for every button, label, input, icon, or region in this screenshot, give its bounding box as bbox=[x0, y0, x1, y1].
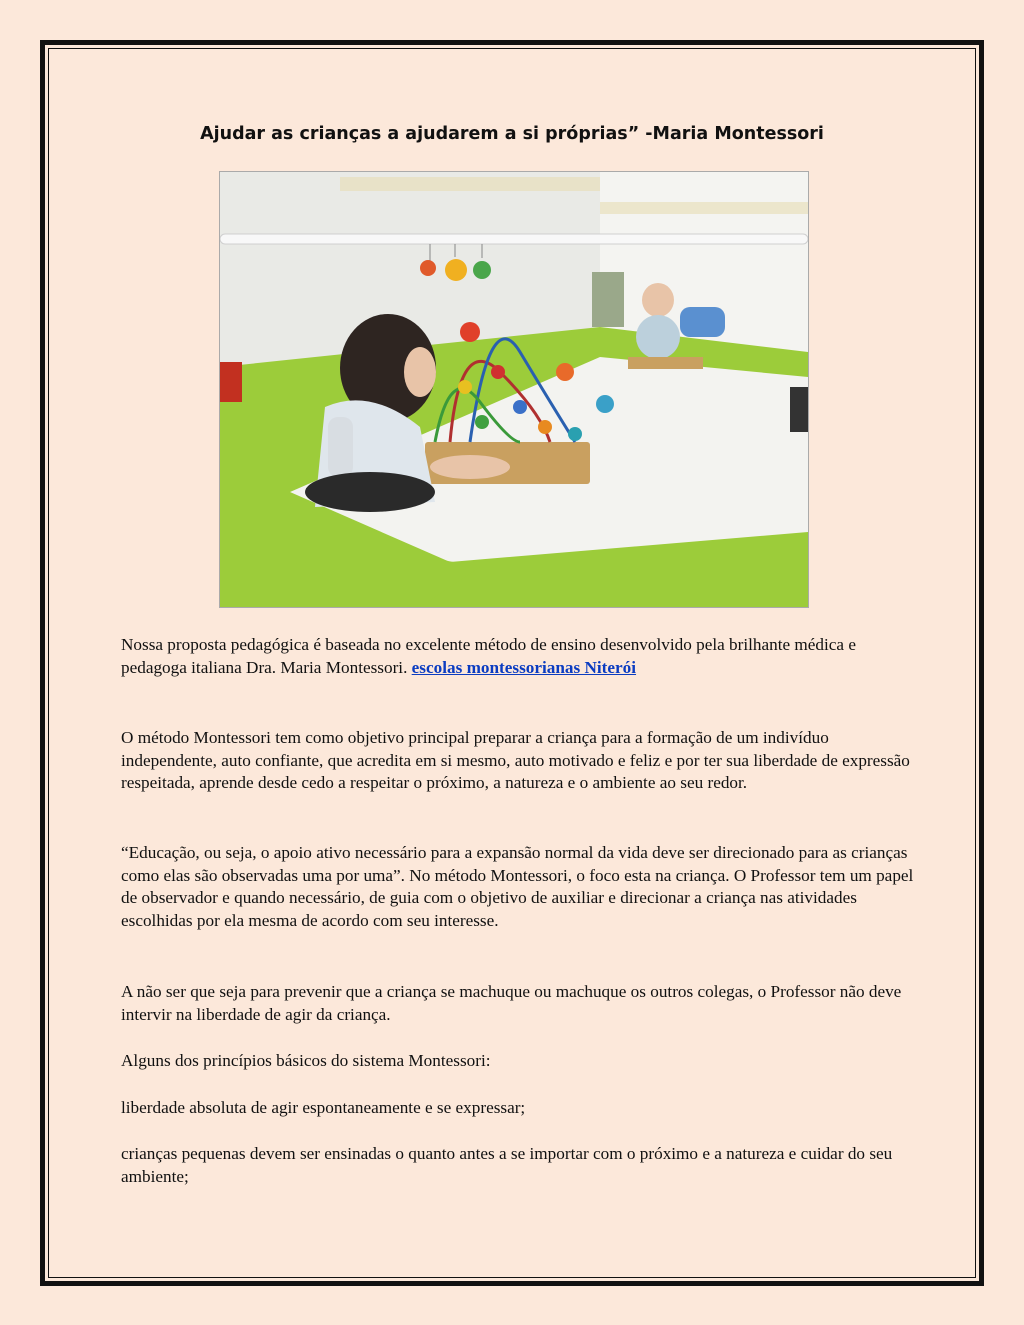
classroom-photo bbox=[219, 171, 809, 608]
intro-paragraph bbox=[121, 634, 921, 679]
montessori-schools-link[interactable]: escolas montessorianas Niterói bbox=[411, 657, 637, 677]
intro-text: Nossa proposta pedagógica é baseada no excelente método de ensino desenvolvido pela brilhante médica e pedagoga italiana Dra. Maria Montessori. bbox=[121, 635, 856, 677]
principles-heading: Alguns dos princípios básicos do sistema Montessori: bbox=[121, 1051, 491, 1070]
professor-paragraph: A não ser que seja para prevenir que a criança se machuque ou machuque os outros colegas, o Professor não deve intervir na liberdade de agir da criança. bbox=[121, 982, 902, 1024]
principle-care: crianças pequenas devem ser ensinadas o quanto antes a se importar com o próximo e a natureza e cuidar do seu ambiente; bbox=[121, 1144, 893, 1186]
objective-paragraph: O método Montessori tem como objetivo principal preparar a criança para a formação de um indivíduo independente, auto confiante, que acredita em si mesmo, auto motivado e feliz e por ter sua liberdade de expressão respeitada, aprende desde cedo a respeitar o próximo, a natureza e o ambiente ao seu redor. bbox=[121, 728, 910, 792]
principle-freedom: liberdade absoluta de agir espontaneamente e se expressar; bbox=[121, 1098, 526, 1117]
document-title: Ajudar as crianças a ajudarem a si próprias” -Maria Montessori bbox=[200, 124, 824, 144]
education-quote-paragraph: “Educação, ou seja, o apoio ativo necessário para a expansão normal da vida deve ser direcionado para as crianças como elas são observadas uma por uma”. No método Montessori, o foco esta na criança. O Professor tem um papel de observador e quando necessário, de guia com o objetivo de auxiliar e direcionar a criança nas atividades escolhidas por ela mesma de acordo com seu interesse. bbox=[121, 843, 914, 930]
